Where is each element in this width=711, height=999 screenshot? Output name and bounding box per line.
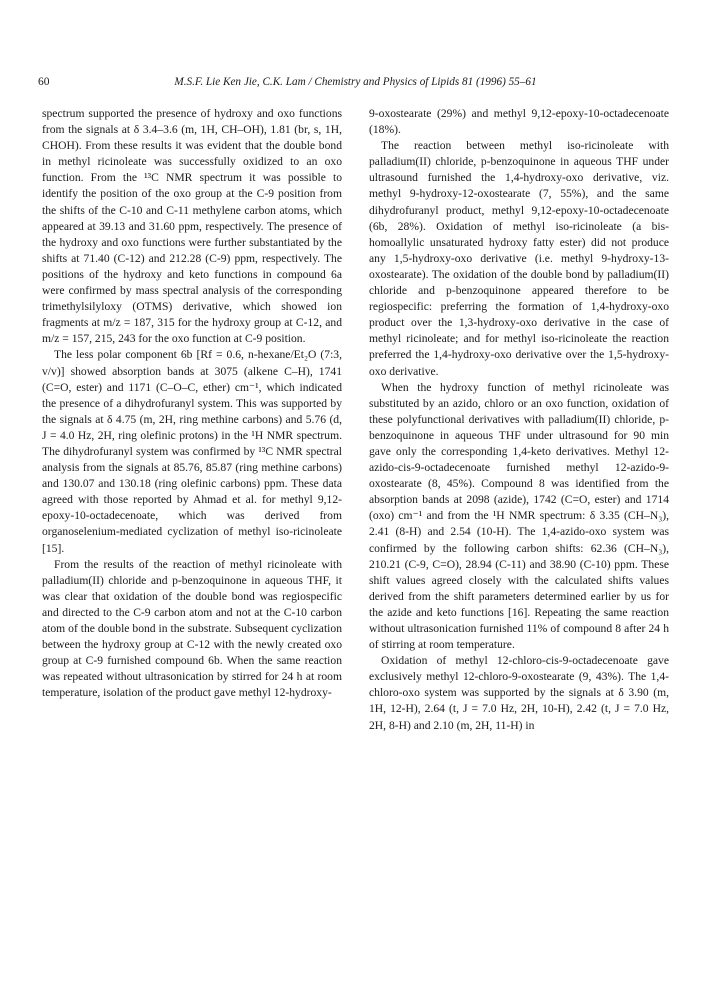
paragraph: From the results of the reaction of methyl ricinoleate with palladium(II) chloride and p-benzoquinone in aqueous THF, it was clear that oxidation of the double bond was regiospecific and directed to the C-9 carbon atom and not at the C-10 carbon atom of the double bond in the substrate. Subsequent cyclization between the hydroxy group at C-12 with the newly created oxo group at C-9 furnished compound 6b. When the same reaction was repeated without ultrasonication by stirred for 24 h at room temperature, isolation of the product gave methyl 12-hydroxy- <box>42 557 342 700</box>
paragraph: 9-oxostearate (29%) and methyl 9,12-epoxy-10-octadecenoate (18%). <box>369 107 669 137</box>
paragraph: spectrum supported the presence of hydroxy and oxo functions from the signals at δ 3.4–3.6 (m, 1H, CH–OH), 1.81 (br, s, 1H, CHOH). From these results it was evident that the double bond in methyl ricinoleate was successfully oxidized to an oxo function. From the ¹³C NMR spectrum it was possible to identify the position of the oxo group at the C-9 position from the shifts of the C-10 and C-11 methylene carbon atoms, which appeared at 39.13 and 31.60 ppm, respectively. The presence of the hydroxy and oxo functions were further substantiated by the shifts at 71.40 (C-12) and 212.28 (C-9) ppm, respectively. The positions of the hydroxy and keto functions in compound 6a were confirmed by mass spectral analysis of the corresponding trimethylsilyloxy (OTMS) derivative, which showed ion fragments at m/z = 187, 315 for the hydroxy group at C-12, and m/z = 157, 215, 243 for the oxo function at C-9 position. <box>42 107 342 346</box>
paragraph: Oxidation of methyl 12-chloro-cis-9-octadecenoate gave exclusively methyl 12-chloro-9-oxostearate (9, 43%). The 1,4-chloro-oxo system was supported by the signals at δ 3.90 (m, 1H, 12-H), 2.64 (t, J = 7.0 Hz, 2H, 10-H), 2.42 (t, J = 7.0 Hz, 2H, 8-H) and 2.10 (m, 2H, 11-H) in <box>369 654 669 732</box>
paragraph: When the hydroxy function of methyl ricinoleate was substituted by an azido, chloro or an oxo function, oxidation of these polyfunctional derivatives with palladium(II) chloride, p-benzoquinone in aqueous THF under ultrasound for 90 min gave only the corresponding 1,4-keto derivatives. Methyl 12-azido-cis-9-octadecenoate furnished methyl 12-azido-9-oxostearate (8, 45%). Compound 8 was identified from the absorption bands at 2098 (azide), 1742 (C=O, ester) and 1714 (oxo) cm⁻¹ and from the ¹H NMR spectrum: δ 3.35 (CH–N₃), 2.41 (8-H) and 2.54 (10-H). The 1,4-azido-oxo system was confirmed by the following carbon shifts: 62.36 (CH–N₃), 210.21 (C-9, C=O), 28.94 (C-11) and 38.90 (C-10) ppm. These shift values agreed closely with the calculated shifts values derived from the shift parameters determined earlier by us for the azide and keto functions [16]. Repeating the same reaction without ultrasonication furnished 11% of compound 8 after 24 h of stirring at room temperature. <box>369 380 669 652</box>
page-number: 60 <box>38 76 50 88</box>
paragraph: The reaction between methyl iso-ricinoleate with palladium(II) chloride, p-benzoquinone in aqueous THF under ultrasound furnished the 1,4-hydroxy-oxo derivative, viz. methyl 9-hydroxy-12-oxostearate (7, 55%), and the same dihydrofuranyl product, methyl 9,12-epoxy-10-octadecenoate (6b, 28%). Oxidation of methyl iso-ricinoleate (a bis-homoallylic unsaturated hydroxy fatty ester) did not produce any 1,5-hydroxy-oxo derivative (i.e. methyl 9-hydroxy-13-oxostearate). The oxidation of the double bond by palladium(II) chloride and p-benzoquinone appeared therefore to be regiospecific: preferring the formation of 1,4-hydroxy-oxo product over the 1,3-hydroxy-oxo derivative in the case of methyl ricinoleate; and for methyl iso-ricinoleate the reaction preferred the 1,4-hydroxy-oxo derivative over the 1,5-hydroxy-oxo derivative. <box>369 139 669 378</box>
running-head: M.S.F. Lie Ken Jie, C.K. Lam / Chemistry and Physics of Lipids 81 (1996) 55–61 <box>174 76 537 88</box>
left-column <box>42 106 342 701</box>
right-column <box>369 106 669 734</box>
paragraph: The less polar component 6b [Rf = 0.6, n-hexane/Et₂O (7:3, v/v)] showed absorption bands at 3075 (alkene C–H), 1741 (C=O, ester) and 1171 (C–O–C, ether) cm⁻¹, which indicated the presence of a dihydrofuranyl system. This was supported by the signals at δ 4.75 (m, 2H, ring methine carbons) and 5.76 (d, J = 4.0 Hz, 2H, ring olefinic protons) in the ¹H NMR spectrum. The dihydrofuranyl system was confirmed by ¹³C NMR spectral analysis from the signals at 85.76, 85.87 (ring methine carbons) and 130.07 and 130.18 (ring olefinic carbons) ppm. These data agreed with those reported by Ahmad et al. for methyl 9,12-epoxy-10-octadecenoate, which was derived from organoselenium-mediated cyclization of methyl iso-ricinoleate [15]. <box>42 348 342 555</box>
